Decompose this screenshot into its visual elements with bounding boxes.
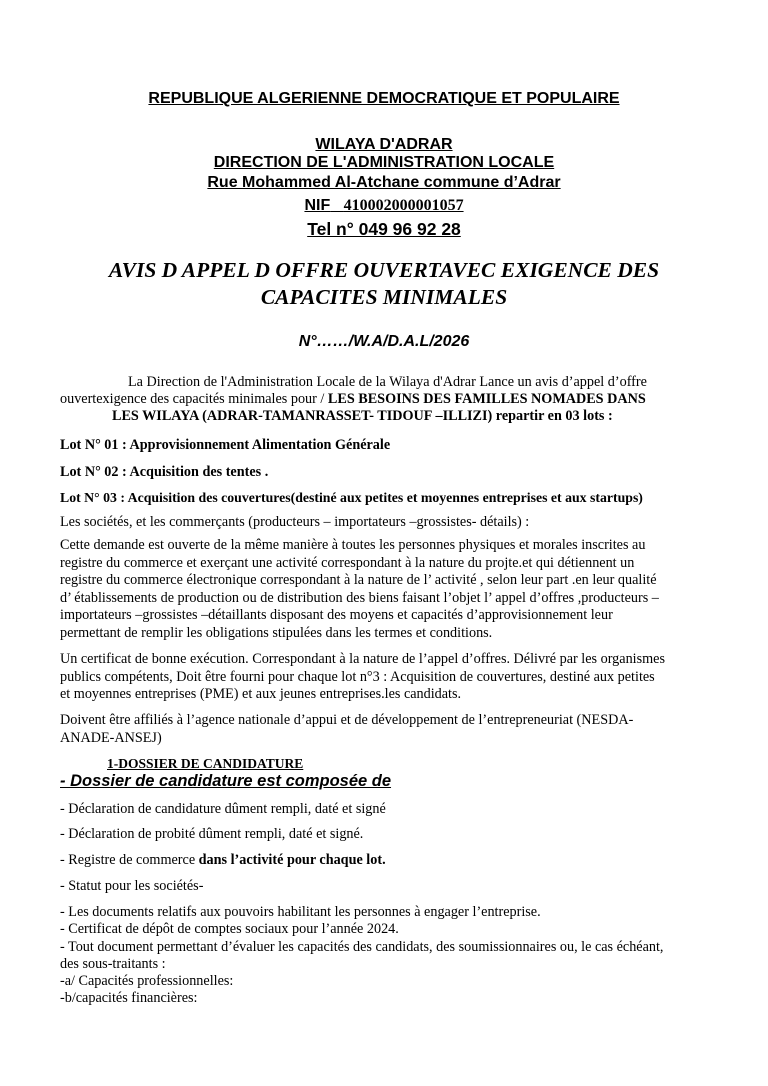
- societes-line: Les sociétés, et les commerçants (producteurs – importateurs –grossistes- détails) :: [60, 514, 530, 530]
- notice-number: N°……/W.A/D.A.L/2026: [298, 333, 470, 350]
- republic-heading: REPUBLIQUE ALGERIENNE DEMOCRATIQUE ET POPULAIRE: [148, 90, 620, 107]
- demande-paragraph: [60, 537, 720, 643]
- demande-line: registre du commerce et exerçant une activité correspondant à la nature du projte.et qui détiennent un: [60, 554, 635, 571]
- dossier-item-pouvoirs: - Les documents relatifs aux pouvoirs habilitant les personnes à engager l’entreprise.: [60, 904, 541, 920]
- wilaya-heading: WILAYA D'ADRAR: [315, 136, 453, 153]
- certificat-paragraph: [60, 651, 720, 704]
- demande-line: Cette demande est ouverte de la même manière à toutes les personnes physiques et morales inscrites au: [60, 537, 646, 553]
- demande-line: permettant de remplir les obligations stipulées dans les termes et conditions.: [60, 624, 493, 641]
- nif-label: NIF: [304, 197, 331, 214]
- demande-line: importateurs –grossistes –détaillants disposant des moyens et capacités d’approvisionnement leur: [60, 607, 613, 624]
- demande-line: registre du commerce électronique correspondant à la nature de l’ activité , selon leur part .en leur qualité: [60, 572, 657, 589]
- direction-heading: DIRECTION DE L'ADMINISTRATION LOCALE: [213, 154, 555, 171]
- registre-bold: dans l’activité pour chaque lot.: [198, 852, 386, 868]
- dossier-item-certificat-depot: - Certificat de dépôt de comptes sociaux pour l’année 2024.: [60, 921, 399, 937]
- notice-title-line2: CAPACITES MINIMALES: [260, 285, 508, 309]
- registre-text: - Registre de commerce: [60, 852, 199, 868]
- tel-heading: Tel n° 049 96 92 28: [307, 219, 461, 239]
- affilies-line: Doivent être affiliés à l’agence nationale d’appui et de développement de l’entrepreneuriat (NESDA-: [60, 712, 634, 728]
- certificat-line: publics compétents, Doit être fourni pour chaque lot n°3 : Acquisition de couvertures, destiné aux petites: [60, 668, 655, 685]
- dossier-item-tout-document: - Tout document permettant d’évaluer les capacités des candidats, des soumissionnaires ou, le cas échéant,: [60, 939, 664, 955]
- nif-heading: [0, 197, 768, 215]
- capacites-financieres: -b/capacités financières:: [60, 990, 198, 1006]
- lot-3: Lot N° 03 : Acquisition des couvertures(destiné aux petites et moyennes entreprises et aux startups): [60, 490, 643, 505]
- dossier-item-tout-document-cont: des sous-traitants :: [60, 956, 166, 972]
- capacites-professionnelles: -a/ Capacités professionnelles:: [60, 973, 234, 989]
- nif-value: 410002000001057: [343, 197, 464, 214]
- intro-line2-bold: LES BESOINS DES FAMILLES NOMADES DANS: [327, 391, 646, 407]
- intro-line1: La Direction de l'Administration Locale de la Wilaya d'Adrar Lance un avis d’appel d’offre: [128, 374, 647, 390]
- lot-1: Lot N° 01 : Approvisionnement Alimentation Générale: [60, 437, 391, 453]
- certificat-line: Un certificat de bonne exécution. Correspondant à la nature de l’appel d’offres. Délivré par les organismes: [60, 651, 665, 667]
- dossier-item-registre: [60, 852, 386, 869]
- address-heading: Rue Mohammed Al-Atchane commune d’Adrar: [207, 174, 561, 191]
- affilies-line: ANADE-ANSEJ): [60, 729, 162, 746]
- affilies-paragraph: [60, 712, 720, 747]
- lot-2: Lot N° 02 : Acquisition des tentes .: [60, 464, 269, 480]
- dossier-item: - Déclaration de candidature dûment rempli, daté et signé: [60, 801, 386, 817]
- notice-title-line1: AVIS D APPEL D OFFRE OUVERTAVEC EXIGENCE DES: [108, 258, 660, 282]
- intro-line2: [60, 391, 646, 408]
- intro-line2-text: ouvertexigence des capacités minimales pour /: [60, 391, 328, 407]
- section-title-dossier: 1-DOSSIER DE CANDIDATURE: [107, 756, 304, 771]
- dossier-item-statut: - Statut pour les sociétés-: [60, 878, 204, 894]
- certificat-line: et moyennes entreprises (PME) et aux jeunes entreprises.les candidats.: [60, 686, 462, 703]
- demande-line: d’ établissements de production ou de distribution des biens faisant l’objet l’ appel d’offres ,producteurs –: [60, 589, 659, 606]
- dossier-item: - Déclaration de probité dûment rempli, daté et signé.: [60, 826, 364, 842]
- dossier-subtitle: - Dossier de candidature est composée de: [60, 772, 392, 790]
- intro-line3: LES WILAYA (ADRAR-TAMANRASSET- TIDOUF –ILLIZI) repartir en 03 lots :: [112, 408, 613, 424]
